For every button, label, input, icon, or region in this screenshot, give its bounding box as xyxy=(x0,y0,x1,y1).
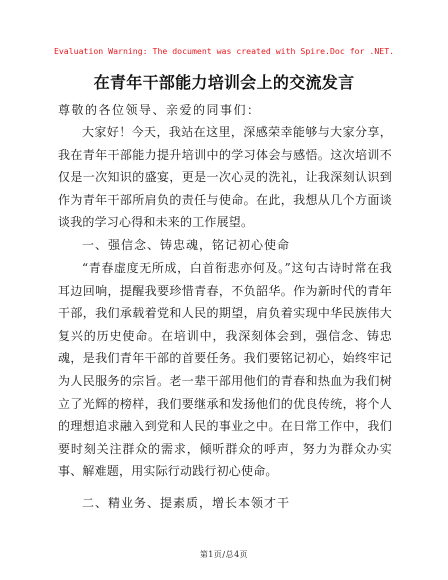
document-title: 在青年干部能力培训会上的交流发言 xyxy=(93,73,355,92)
evaluation-watermark: Evaluation Warning: The document was created with Spire.Doc for .NET. xyxy=(53,46,395,56)
section-heading-2: 二、精业务、提素质，增长本领才干 xyxy=(82,496,291,510)
salutation: 尊敬的各位领导、亲爱的同事们： xyxy=(58,103,261,117)
paragraph-section-1: “青春虚度无所成，白首衔悲亦何及。”这句古诗时常在我耳边回响，提醒我要珍惜青春，不负韶华。作为新时代的青年干部，我们承载着党和人民的期望，肩负着实现中华民族伟大复兴的历史使命。在培训中，我深刻体会到，强信念、铸忠魂，是我们青年干部的首要任务。我们要铭记初心，始终牢记为人民服务的宗旨。老一辈干部用他们的青春和热血为我们树立了光辉的榜样，我们要继承和发扬他们的优良传统，将个人的理想追求融入到党和人民的事业之中。在日常工作中，我们要时刻关注群众的需求，倾听群众的呼声，努力为群众办实事、解难题，用实际行动践行初心使命。 xyxy=(58,261,392,479)
paragraph-intro: 大家好！今天，我站在这里，深感荣幸能够与大家分享，我在青年干部能力提升培训中的学习体会与感悟。这次培训不仅是一次知识的盛宴，更是一次心灵的洗礼，让我深刻认识到作为青年干部所肩负的责任与使命。在此，我想从几个方面谈谈我的学习心得和未来的工作展望。 xyxy=(58,125,392,230)
section-heading-1: 一、强信念、铸忠魂，铭记初心使命 xyxy=(82,238,291,252)
page-number-footer: 第1页/总4页 xyxy=(199,550,249,559)
